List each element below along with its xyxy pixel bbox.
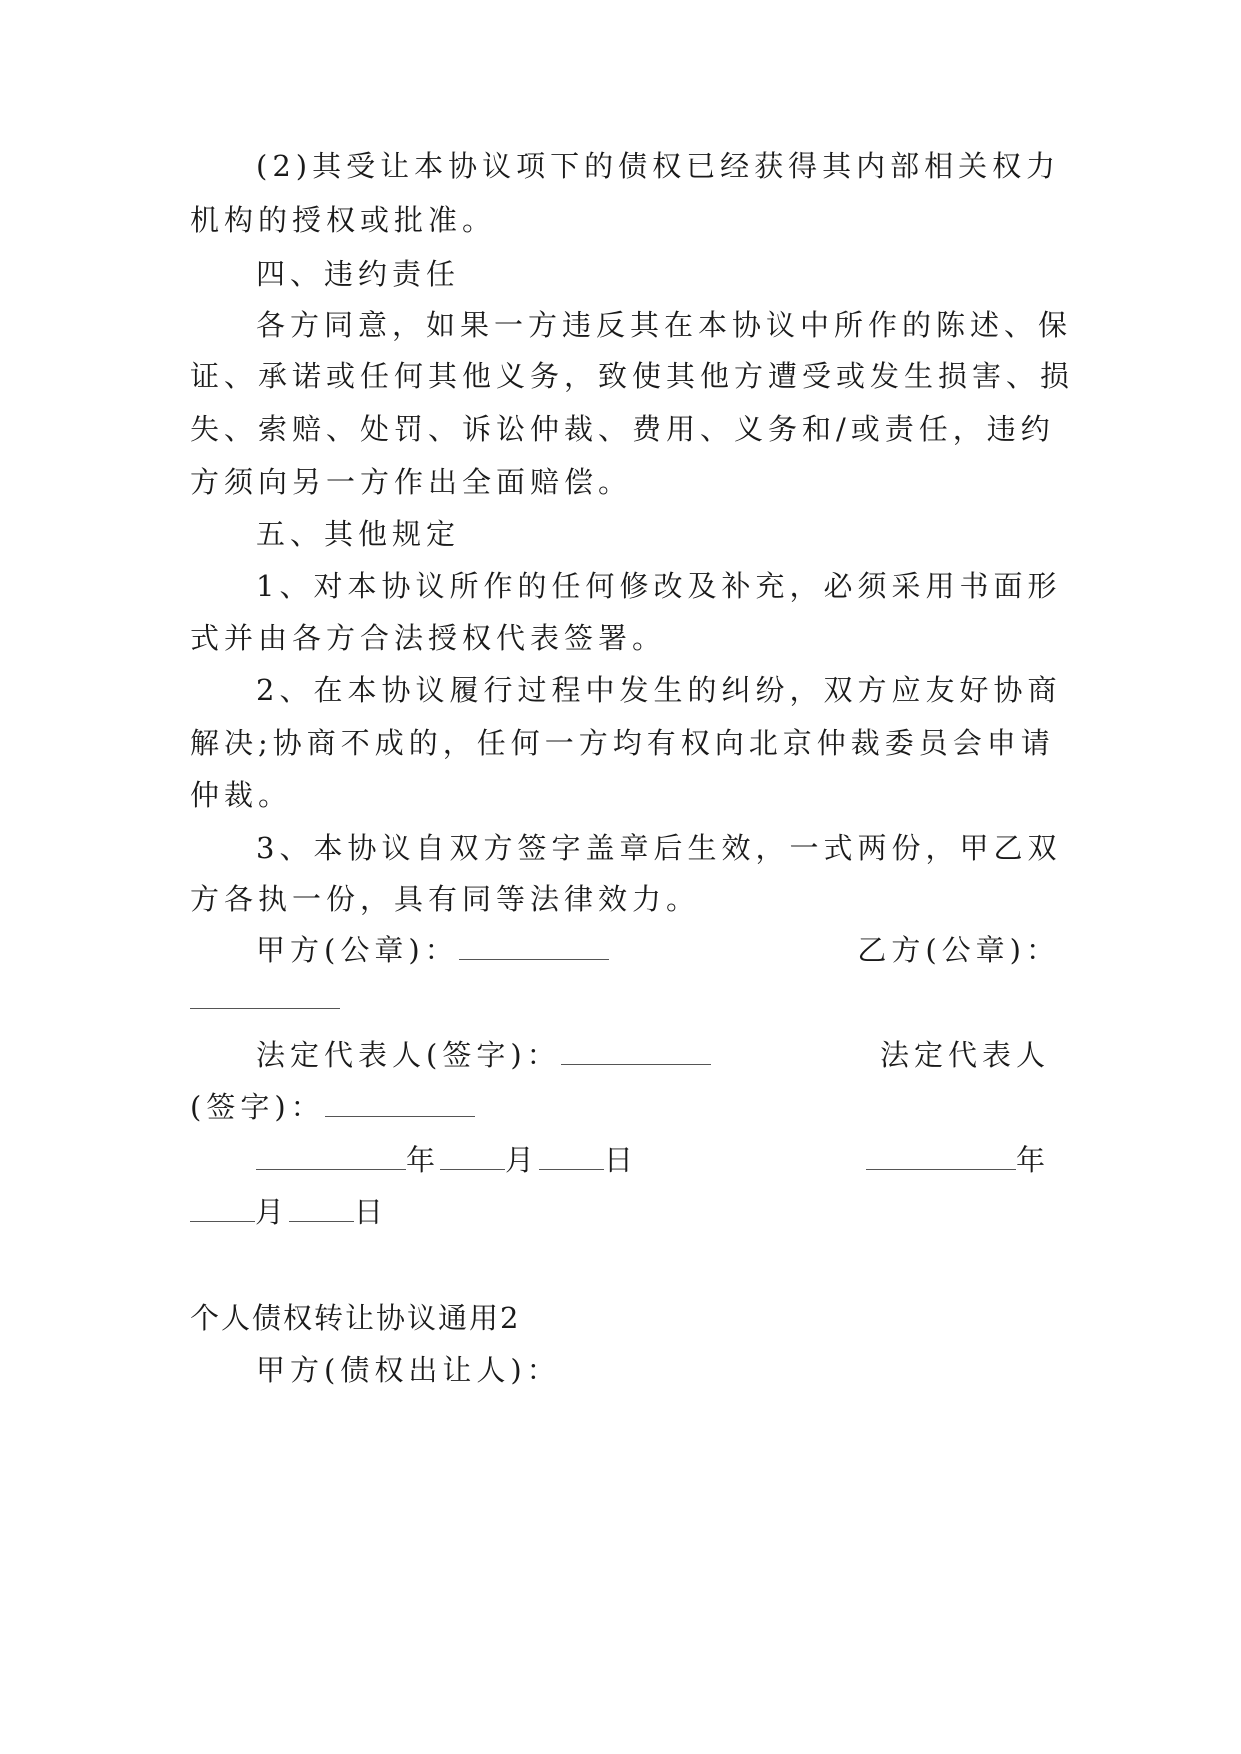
paragraph-line: 各方同意，如果一方违反其在本协议中所作的陈述、保 [256, 308, 1073, 342]
paragraph-line: 仲裁。 [190, 778, 293, 812]
date-a-month-blank [440, 1141, 505, 1170]
day-label: 日 [354, 1195, 389, 1229]
party-a-seal [256, 930, 609, 970]
party-b-seal-blank [190, 980, 340, 1009]
paragraph-line: 1、对本协议所作的任何修改及补充，必须采用书面形 [256, 569, 1062, 603]
paragraph-line: 证、承诺或任何其他义务，致使其他方遭受或发生损害、损 [190, 359, 1075, 393]
seal-row [190, 930, 1060, 970]
date-a [256, 1140, 638, 1180]
year-label: 年 [1015, 1143, 1050, 1177]
date-b-day-blank [289, 1193, 354, 1222]
legal-rep-b-sign [190, 1087, 475, 1127]
date-b-month-blank [190, 1193, 255, 1222]
month-label: 月 [255, 1195, 290, 1229]
legal-rep-b-blank [325, 1088, 475, 1117]
paragraph-line: 2、在本协议履行过程中发生的纠纷，双方应友好协商 [256, 673, 1062, 707]
year-label: 年 [406, 1143, 441, 1177]
legal-rep-b-label: 法定代表人 [879, 1038, 1050, 1072]
section-heading-other: 五、其他规定 [256, 517, 461, 551]
seal-blank-row [190, 980, 1060, 1020]
legal-rep-a-blank [561, 1036, 711, 1065]
date-b-year [866, 1140, 1050, 1180]
date-a-year-blank [256, 1141, 406, 1170]
date-b-year-blank [866, 1141, 1016, 1170]
paragraph-line: 式并由各方合法授权代表签署。 [190, 621, 667, 655]
paragraph-line: 3、本协议自双方签字盖章后生效，一式两份，甲乙双 [256, 831, 1062, 865]
paragraph-line: 解决;协商不成的，任何一方均有权向北京仲裁委员会申请 [190, 726, 1055, 760]
date-row [190, 1140, 1060, 1180]
paragraph-line: (2)其受让本协议项下的债权已经获得其内部相关权力 [256, 149, 1061, 183]
legal-rep-b-sign-label: (签字)： [190, 1090, 325, 1124]
date-b-month-day [190, 1192, 388, 1232]
legal-rep-row [190, 1035, 1060, 1075]
party-a-seal-blank [459, 931, 609, 960]
section-heading-breach: 四、违约责任 [256, 257, 461, 291]
party-b-seal-label: 乙方(公章)： [857, 933, 1060, 967]
date-b-row [190, 1192, 1060, 1232]
day-label: 日 [604, 1143, 639, 1177]
party-a-seal-label: 甲方(公章)： [256, 933, 459, 967]
date-a-day-blank [539, 1141, 604, 1170]
paragraph-line: 方各执一份，具有同等法律效力。 [190, 882, 701, 916]
paragraph-line: 失、索赔、处罚、诉讼仲裁、费用、义务和/或责任，违约 [190, 412, 1055, 446]
month-label: 月 [505, 1143, 540, 1177]
section2-party-a: 甲方(债权出让人)： [256, 1353, 561, 1387]
paragraph-line: 方须向另一方作出全面赔偿。 [190, 465, 633, 499]
section2-title: 个人债权转让协议通用2 [190, 1301, 521, 1335]
paragraph-line: 机构的授权或批准。 [190, 203, 497, 237]
legal-rep-a [256, 1035, 711, 1075]
legal-rep-b-row [190, 1087, 1060, 1127]
legal-rep-a-label: 法定代表人(签字)： [256, 1038, 561, 1072]
